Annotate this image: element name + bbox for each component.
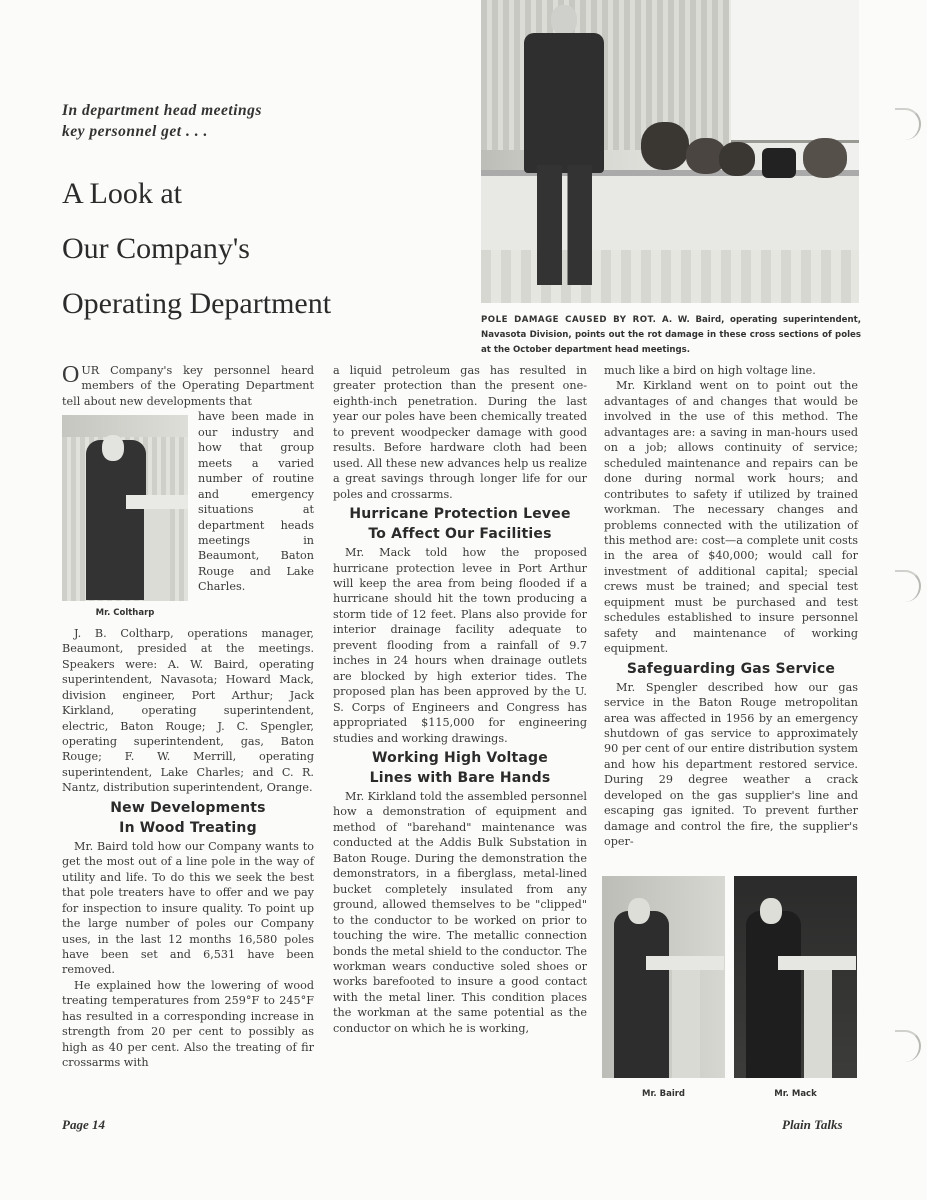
pole-damage-photo bbox=[481, 0, 859, 303]
baird-caption: Mr. Baird bbox=[641, 1089, 686, 1099]
title-line-2: Our Company's bbox=[62, 232, 250, 265]
body-paragraph: much like a bird on high voltage line. bbox=[604, 364, 816, 377]
subhead-bare-hands: Working High Voltage Lines with Bare Hands bbox=[369, 749, 551, 786]
caption-lead: POLE DAMAGE CAUSED BY ROT. bbox=[481, 315, 657, 325]
column-2 bbox=[333, 363, 587, 1036]
main-photo-caption bbox=[481, 313, 861, 358]
body-paragraph: Mr. Kirkland went on to point out the advantages of and changes that would be involved in the use of this method. The advantages are: a saving in man-hours used on a job; allows continuity of service; scheduled maintenance and repairs can be done during normal work hours; and contributes to safety if utilized by trained workman. The necessary changes and problems connected with the utilization of this method are: cost—a complete unit costs in the area of $40,000; would call for investment of additional capital; special crews must be trained; and special test equipment must be purchased and test schedules established to insure personnel safety and maintenance of working equipment. bbox=[604, 379, 858, 656]
pole-cross-section bbox=[803, 138, 847, 178]
binder-hole-mark bbox=[895, 570, 921, 602]
subhead-wood-treating: New Developments In Wood Treating bbox=[110, 799, 266, 836]
intro-paragraph: OUR Company's key personnel heard members of the Operating Department tell about new developments that bbox=[62, 362, 314, 408]
coltharp-photo bbox=[62, 415, 188, 621]
kicker-line-1: In department head meetings bbox=[62, 102, 262, 119]
subhead-gas-service: Safeguarding Gas Service bbox=[626, 660, 836, 677]
mack-photo bbox=[734, 876, 857, 1078]
pole-cross-section bbox=[719, 142, 755, 176]
pole-cross-section bbox=[641, 122, 689, 170]
body-paragraph: Mr. Kirkland told the assembled personnel how a demonstration of equipment and method of "barehand" maintenance was conducted at the Addis Bulk Substation in Baton Rouge. During the demonstration the demonstrators, in a fiberglass, metal-lined bucket completely insulated from any ground, allowed themselves to be "clipped" to the conductor to be worked on prior to touching the wire. The metallic connection bonds the metal shield to the conductor. The workman wears conductive soled shoes or works barefooted to insure a good contact with the metal liner. This condition places the workman at the same potential as the conductor on which he is working, bbox=[333, 789, 587, 1035]
column-3 bbox=[604, 363, 858, 850]
subhead-hurricane-levee: Hurricane Protection Levee To Affect Our Facilities bbox=[349, 506, 571, 543]
column-1 bbox=[62, 363, 314, 1071]
body-paragraph: He explained how the lowering of wood treating temperatures from 259°F to 245°F has resulted in a corresponding increase in strength from 20 per cent to possibly as high as 40 per cent. Also the treating of fir crossarms with bbox=[62, 978, 314, 1070]
publication-name: Plain Talks bbox=[782, 1117, 843, 1132]
title-line-1: A Look at bbox=[62, 177, 182, 210]
pole-cross-section bbox=[762, 148, 796, 178]
intro-wrap-text: have been made in our industry and how that group meets a varied number of routine and emergency situations at department heads meetings in Beaumont, Baton Rouge and Lake Charles. bbox=[198, 410, 314, 594]
kicker-line-2: key personnel get . . . bbox=[62, 123, 208, 140]
speaker-photos bbox=[602, 876, 858, 1099]
body-paragraph: Mr. Spengler described how our gas service in the Baton Rouge metropolitan area was affected in 1956 by an emergency shutdown of gas service to approximately 90 per cent of our entire distribution system and how his department restored service. During 29 degree weather a crack developed on the gas supplier's line and escaping gas ignited. To prevent further damage and control the fire, the supplier's oper- bbox=[604, 680, 858, 849]
mack-caption: Mr. Mack bbox=[774, 1089, 817, 1099]
body-paragraph: Mr. Baird told how our Company wants to get the most out of a line pole in the way of utility and life. To do this we seek the best that pole treaters have to offer and we pay for inspection to insure quality. To point up the large number of poles our Company uses, in the last 12 months 16,580 poles have been set and 6,531 have been removed. bbox=[62, 839, 314, 977]
body-paragraph: a liquid petroleum gas has resulted in greater protection than the present one-eighth-inch penetration. During the last year our poles have been chemically treated to prevent woodpecker damage with good results. Before hardware cloth had been used. All these new advances help us realize a great savings through longer life for our poles and crossarms. bbox=[333, 364, 587, 501]
caption-body: A. W. Baird, operating superintendent, Navasota Division, points out the rot damage in these cross sections of poles at the October department head meetings. bbox=[481, 315, 861, 355]
kicker bbox=[62, 100, 362, 142]
projection-screen bbox=[731, 0, 859, 143]
speaker-figure bbox=[519, 5, 609, 295]
page-number: Page 14 bbox=[62, 1117, 105, 1132]
speakers-paragraph: J. B. Coltharp, operations manager, Beaumont, presided at the meetings. Speakers were: A. W. Baird, operating superintendent, Navasota; Howard Mack, division engineer, Port Arthur; Jack Kirkland, operating superintendent, electric, Baton Rouge; J. C. Spengler, operating superintendent, gas, Baton Rouge; F. W. Merrill, operating superintendent, Lake Charles; and C. R. Nantz, distribution superintendent, Orange. bbox=[62, 626, 314, 795]
drop-cap: O bbox=[62, 362, 80, 388]
binder-hole-mark bbox=[895, 108, 921, 140]
title-line-3: Operating Department bbox=[62, 287, 332, 320]
binder-hole-mark bbox=[895, 1030, 921, 1062]
article-title bbox=[62, 166, 422, 331]
body-paragraph: Mr. Mack told how the proposed hurricane protection levee in Port Arthur will keep the area from being flooded if a hurricane should hit the town producing a storm tide of 12 feet. Plans also provide for interior drainage facility adequate to prevent flooding from a rainfall of 9.7 inches in 24 hours when drainage outlets are blocked by high exterior tides. The proposed plan has been approved by the U. S. Corps of Engineers and Congress has appropriated $115,000 for engineering studies and working drawings. bbox=[333, 546, 587, 745]
coltharp-caption: Mr. Coltharp bbox=[95, 608, 155, 619]
baird-photo bbox=[602, 876, 725, 1078]
coltharp-photo-image bbox=[62, 415, 188, 601]
